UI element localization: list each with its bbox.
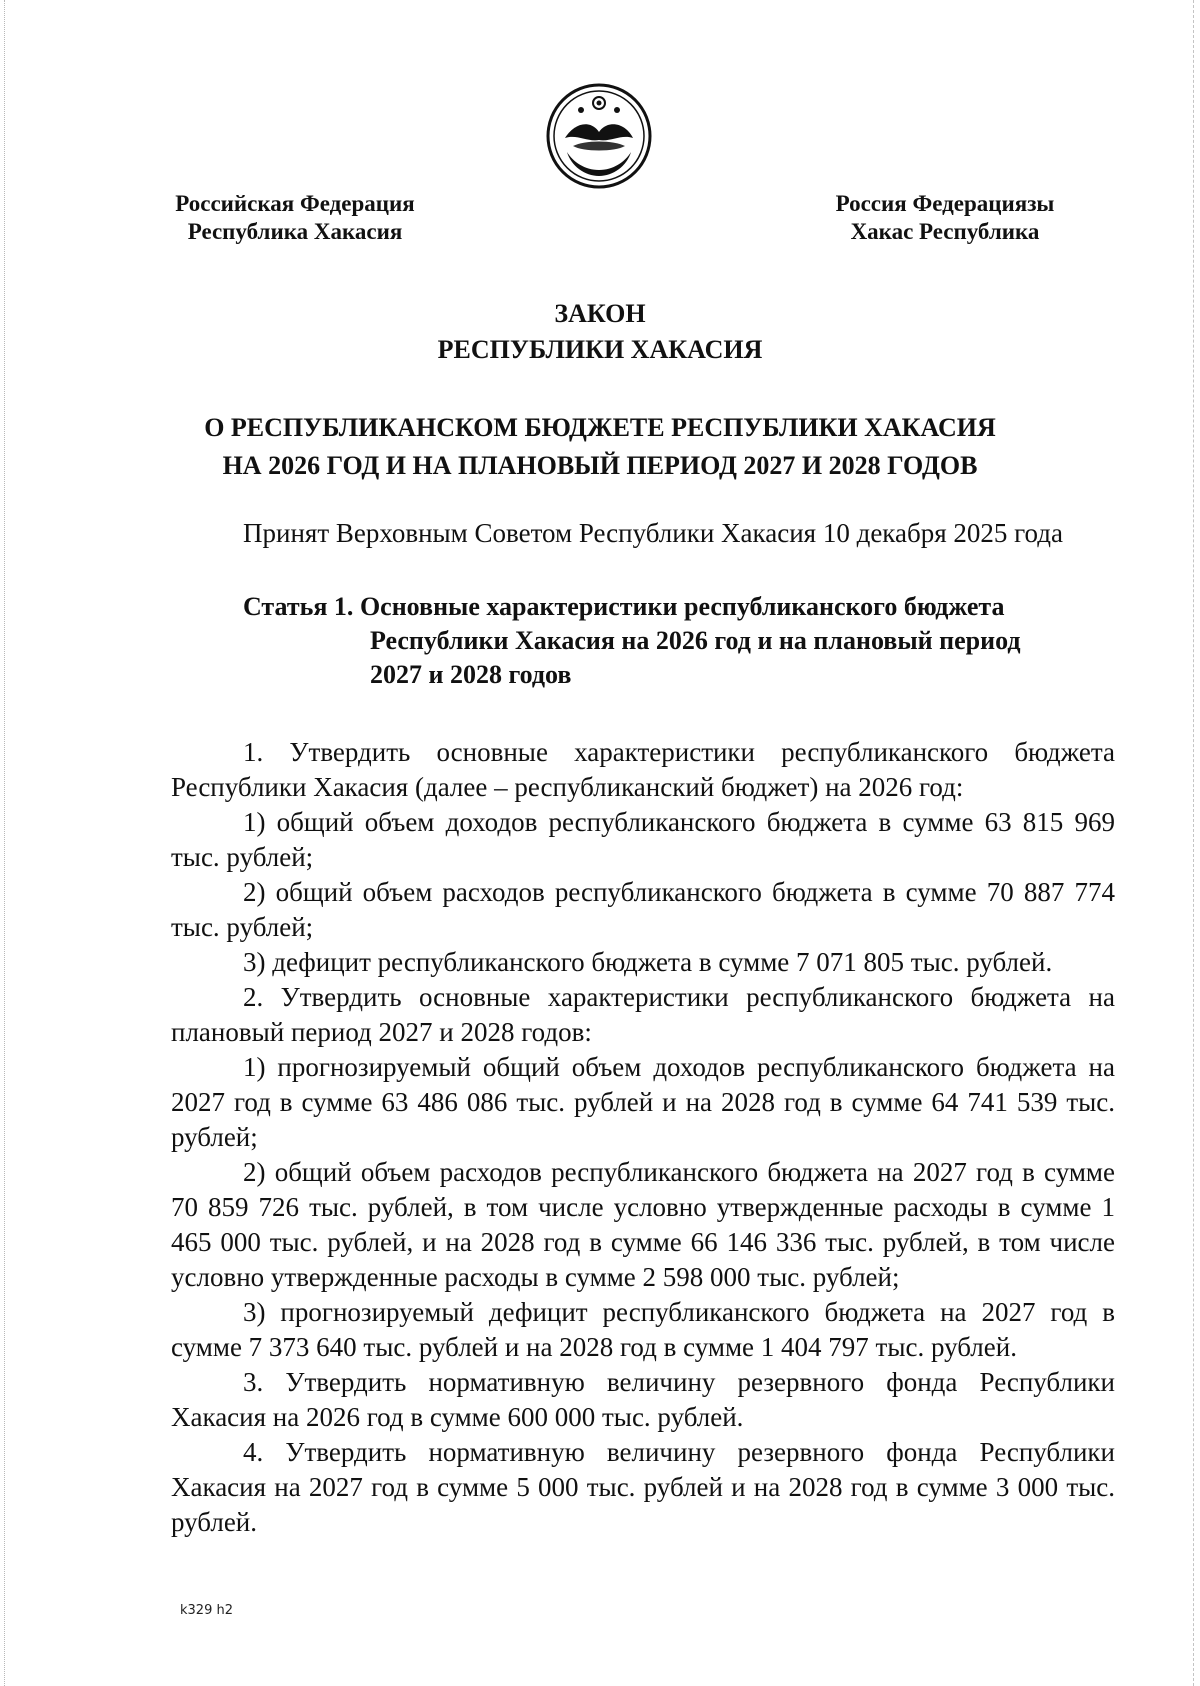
paragraph: 3) дефицит республиканского бюджета в сумме 7 071 805 тыс. рублей. [243, 947, 1053, 977]
article-label: Статья 1. [243, 592, 354, 621]
law-title [0, 296, 1200, 368]
header-left-line-1: Российская Федерация [175, 191, 415, 216]
paragraph: 4. Утвердить нормативную величину резервного фонда Республики Хакасия на 2027 год в сумме 5 000 тыс. рублей и на 2028 год в сумме 3 000 тыс. рублей. [171, 1437, 1115, 1537]
article-title-line-2: Республики Хакасия на 2026 год и на плановый период [370, 626, 1021, 655]
header-right-line-1: Россия Федерациязы [835, 191, 1055, 216]
article-heading [243, 590, 1103, 692]
article-title-line-3: 2027 и 2028 годов [370, 660, 572, 689]
scan-edge-left [4, 0, 5, 1686]
article-body [171, 735, 1115, 1540]
budget-title-line-2: НА 2026 ГОД И НА ПЛАНОВЫЙ ПЕРИОД 2027 И 2028 ГОДОВ [222, 451, 978, 480]
paragraph: 1. Утвердить основные характеристики республиканского бюджета Республики Хакасия (далее – республиканский бюджет) на 2026 год: [171, 737, 1115, 802]
paragraph: 1) прогнозируемый общий объем доходов республиканского бюджета на 2027 год в сумме 63 486 086 тыс. рублей и на 2028 год в сумме 64 741 539 тыс. рублей; [171, 1052, 1115, 1152]
adoption-note: Принят Верховным Советом Республики Хакасия 10 декабря 2025 года [243, 518, 1063, 548]
header-left [160, 190, 430, 246]
article-title-line-1: Основные характеристики республиканского бюджета [359, 592, 1005, 621]
header-right [820, 190, 1070, 246]
law-title-line-1: ЗАКОН [554, 299, 646, 328]
paragraph: 3. Утвердить нормативную величину резервного фонда Республики Хакасия на 2026 год в сумме 600 000 тыс. рублей. [171, 1367, 1115, 1432]
paragraph: 2. Утвердить основные характеристики республиканского бюджета на плановый период 2027 и 2028 годов: [171, 982, 1115, 1047]
header-left-line-2: Республика Хакасия [187, 219, 403, 244]
document-code: k329 h2 [180, 1603, 233, 1618]
republic-coat-of-arms-emblem-icon [545, 82, 653, 190]
paragraph: 2) общий объем расходов республиканского бюджета на 2027 год в сумме 70 859 726 тыс. рублей, в том числе условно утвержденные расходы в сумме 1 465 000 тыс. рублей, и на 2028 год в сумме 66 146 336 тыс. рублей, в том числе условно утвержденные расходы в сумме 2 598 000 тыс. рублей; [171, 1157, 1115, 1292]
paragraph: 3) прогнозируемый дефицит республиканского бюджета на 2027 год в сумме 7 373 640 тыс. рублей и на 2028 год в сумме 1 404 797 тыс. рублей. [171, 1297, 1115, 1362]
law-title-line-2: РЕСПУБЛИКИ ХАКАСИЯ [437, 335, 763, 364]
header-right-line-2: Хакас Республика [850, 219, 1040, 244]
paragraph: 1) общий объем доходов республиканского бюджета в сумме 63 815 969 тыс. рублей; [171, 807, 1115, 872]
scan-edge-right [1193, 0, 1194, 1686]
budget-title-line-1: О РЕСПУБЛИКАНСКОМ БЮДЖЕТЕ РЕСПУБЛИКИ ХАКАСИЯ [204, 413, 996, 442]
budget-law-title [0, 409, 1200, 485]
paragraph: 2) общий объем расходов республиканского бюджета в сумме 70 887 774 тыс. рублей; [171, 877, 1115, 942]
